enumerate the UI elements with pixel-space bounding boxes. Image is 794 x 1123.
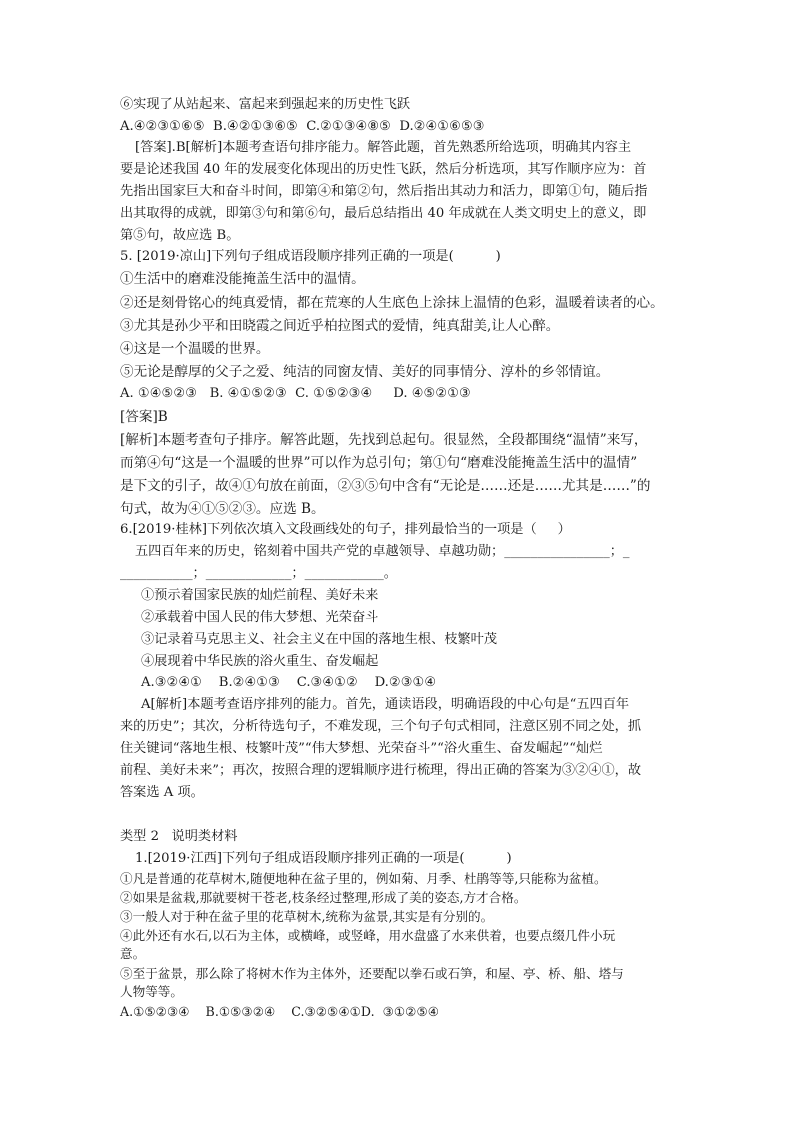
choice-sentence-2: ②承载着中国人民的伟大梦想、光荣奋斗: [141, 610, 379, 625]
analysis-line: 答案选 A 项。: [120, 785, 204, 800]
sentence-3: ③尤其是孙少平和田晓霞之间近乎柏拉图式的爱情，纯真甜美,让人心醉。: [120, 318, 560, 334]
sentence-5: ⑤无论是醇厚的父子之爱、纯洁的同窗友情、美好的同事情分、淳朴的乡邻情谊。: [120, 364, 610, 380]
question-6-title: 6.[2019·桂林]下列依次填入文段画线处的句子，排列最恰当的一项是（ ）: [120, 522, 571, 537]
analysis-line: 句式，故为④①⑤②③。应选 B。: [120, 501, 325, 517]
question-1-title: 1.[2019·江西]下列句子组成语段顺序排列正确的一项是( ): [135, 851, 512, 866]
analysis-line: [解析]本题考查句子排序。解答此题，先找到总起句。很显然，全段都围绕“温情”来写，: [120, 432, 648, 448]
sentence-1: ①凡是普通的花草树木,随便地种在盆子里的，例如菊、月季、杜鹃等等,只能称为盆植。: [120, 871, 607, 886]
passage-blanks: ___________；_____________；____________。: [120, 566, 397, 581]
answer-choices: A. ①④⑤②③ B. ④①⑤②③ C. ①⑤②③④ D. ④⑤②①③: [120, 386, 471, 401]
analysis-line: A[解析]本题考查语序排列的能力。首先，通读语段，明确语段的中心句是“五四百年: [141, 697, 630, 712]
explanation-line: 出其取得的成就，即第③句和第⑥句，最后总结指出 40 年成就在人类文明史上的意义，即: [120, 206, 647, 221]
sentence-1: ①生活中的磨难没能掩盖生活中的温情。: [120, 271, 365, 287]
choice-sentence-3: ③记录着马克思主义、社会主义在中国的落地生根、枝繁叶茂: [141, 632, 498, 647]
option-line-6: ⑥实现了从站起来、富起来到强起来的历史性飞跃: [120, 97, 411, 112]
answer-choices: A.④②③①⑥⑤ B.④②①③⑥⑤ C.②①③④⑧⑤ D.②④①⑥⑤③: [120, 119, 485, 134]
sentence-4: ④这是一个温暖的世界。: [120, 341, 270, 357]
answer-choices: A.①⑤②③④ B.①⑤③②④ C.③②⑤④①D. ③①②⑤④: [120, 1004, 440, 1019]
sentence-3: ③一般人对于种在盆子里的花草树木,统称为盆景,其实是有分别的。: [120, 909, 494, 924]
explanation-line: 先指出国家巨大和奋斗时间，即第④和第②句，然后指出其动力和活力，即第①句，随后指: [120, 184, 648, 199]
analysis-line: 住关键词“落地生根、枝繁叶茂”“伟大梦想、光荣奋斗”“浴火重生、奋发崛起”“灿烂: [120, 741, 603, 756]
explanation-line: 第⑤句，故应选 B。: [120, 228, 240, 243]
choice-sentence-1: ①预示着国家民族的灿烂前程、美好未来: [141, 588, 379, 603]
sentence-4-cont: 意。: [120, 946, 146, 961]
analysis-line: 来的历史”；其次，分析待选句子，不难发现，三个句子句式相同，注意区别不同之处，抓: [120, 719, 642, 734]
sentence-5-cont: 人物等等。: [120, 984, 183, 999]
sentence-2: ②如果是盆栽,那就要树干苍老,枝条经过整理,形成了美的姿态,方才合格。: [120, 890, 527, 905]
passage-line: 五四百年来的历史，铭刻着中国共产党的卓越领导、卓越功勋；________________；_: [135, 544, 630, 559]
analysis-line: 而第④句“这是一个温暖的世界”可以作为总引句；第①句“磨难没能掩盖生活中的温情”: [120, 455, 638, 471]
answer-choices: A.③②④① B.②④①③ C.③④①② D.②③①④: [141, 675, 437, 690]
sentence-5: ⑤至于盆景，那么除了将树木作为主体外，还要配以拳石或石笋，和屋、亭、桥、船、塔与: [120, 966, 624, 981]
question-5-title: 5. [2019·凉山]下列句子组成语段顺序排列正确的一项是( ): [120, 249, 501, 264]
analysis-line: 是下文的引子，故④①句放在前面，②③⑤句中含有“无论是……还是……尤其是……”的: [120, 478, 651, 494]
analysis-line: 前程、美好未来”；再次，按照合理的逻辑顺序进行梳理，得出正确的答案为③②④①，故: [120, 763, 642, 778]
answer-explanation: [答案].B[解析]本题考查语句排序能力。解答此题，首先熟悉所给选项，明确其内容主: [135, 140, 632, 155]
explanation-line: 要是论述我国 40 年的发展变化体现出的历史性飞跃，然后分析选项，其写作顺序应为：首: [120, 162, 647, 177]
answer-label: [答案]B: [120, 409, 168, 425]
choice-sentence-4: ④展现着中华民族的浴火重生、奋发崛起: [141, 654, 379, 669]
section-heading: 类型 2 说明类材料: [120, 829, 238, 844]
sentence-2: ②还是刻骨铭心的纯真爱情，都在荒寒的人生底色上涂抹上温情的色彩，温暖着读者的心。: [120, 295, 664, 311]
sentence-4: ④此外还有水石,以石为主体，或横峰，或竖峰，用水盘盛了水来供着，也要点缀几件小玩: [120, 928, 616, 943]
